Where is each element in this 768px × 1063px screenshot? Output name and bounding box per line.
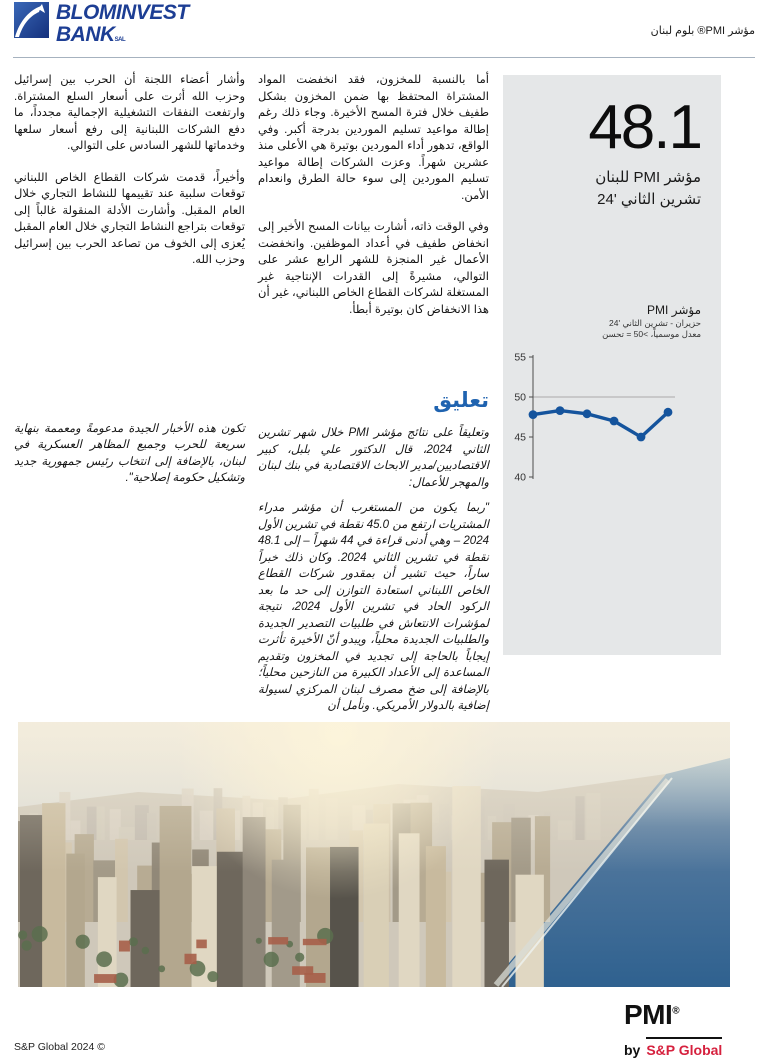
pmi-logo-word: PMI® <box>624 999 680 1030</box>
chart-title: مؤشر PMI <box>647 303 701 317</box>
beirut-cityscape-photo <box>18 722 730 987</box>
blominvest-logo-icon <box>14 2 49 38</box>
pmi-headline-label: مؤشر PMI للبنان تشرين الثاني '24 <box>595 169 701 208</box>
text-column-left <box>14 72 245 502</box>
svg-text:40: 40 <box>514 471 526 484</box>
svg-text:55: 55 <box>514 351 526 364</box>
header-divider <box>13 57 755 58</box>
pmi-line-chart-svg <box>503 345 681 497</box>
comment-intro: وتعليقاً على نتائج مؤشر PMI خلال شهر تشرين الثاني 2024، قال الدكتور علي بلبل، كبير الاقتصاديين/مدير الابحاث الاقتصادية في بنك لبنان والمهجر للأعمال: <box>258 427 490 489</box>
chart-subtitle: حزيران - تشرين الثاني '24 <box>608 318 701 328</box>
logo-text-line2: BANKSAL <box>56 23 126 46</box>
chart-note: معدل موسمياً، >50 = تحسن <box>602 328 701 339</box>
comment-quote-continued: تكون هذه الأخبار الجيدة مدعومةً ومعممة بنهاية سريعة للحرب وجميع المظاهر العسكرية في لبنان، بالإضافة إلى انتخاب رئيس جمهورية جديد وتشكيل حكومة إصلاحية". <box>14 422 245 484</box>
body-paragraph: أما بالنسبة للمخزون، فقد انخفضت المواد المشتراة المحتفظ بها ضمن المخزون بشكل طفيف خلال فترة المسح الأخيرة. وجاء ذلك رغم إطالة مواعيد تسليم الموردين بدرجة أكبر. وفي الواقع، تدهور أداء الموردين بوتيرة هي الأعلى منذ عشرين شهراً. وعزت الشركات إطالة مواعيد تسليم الموردين إلى سوء حالة الطرق وانعدام الأمن. <box>258 74 489 202</box>
logo-text-line1: BLOMINVEST <box>56 1 189 24</box>
comment-quote: "ربما يكون من المستغرب أن مؤشر مدراء المشتريات ارتفع من 45.0 نقطة في تشرين الأول 2024 – وهي أدنى قراءة في 44 شهراً – إلى 48.1 نقطة في تشرين الثاني 2024. وكان ذلك خبراً ساراً، حيث تشير أن بمقدور شركات القطاع الخاص اللبناني استعادة التوازن إلى حد ما بعد الركود الحاد في تشرين الأول 2024، نتيجة لمؤشرات الانتعاش في طلبيات التصدير الجديدة والطلبيات الجديدة محلياً، ويبدو أنّ الأخيرة تأثرت إيجاباً بالحاجة إلى تجديد في المخزون وتقديم المساعدة إلى الأعداد الكبيرة من النازحين محلياً؛ بالإضافة إلى ضخ مصرف لبنان المركزي لسيولة إضافية بالدولار الأمريكي. ونأمل أن <box>258 502 490 712</box>
chart-title-block <box>503 211 721 339</box>
body-paragraph: وفي الوقت ذاته، أشارت بيانات المسح الأخير إلى انخفاض طفيف في أعداد الموظفين. وانخفضت الأعمال غير المنجزة للشهر الرابع عشر على التوالي، مشيرةً إلى القدرات الإنتاجية غير المستغلة لشركات القطاع الخاص اللبناني، غير أن هذا الانخفاض كان بوتيرة أبطأ. <box>258 221 489 316</box>
pmi-headline-value: 48.1 <box>588 93 701 162</box>
registered-mark: ® <box>672 1005 680 1017</box>
comment-heading: تعليق <box>433 389 489 412</box>
sp-global-brand: S&P Global <box>646 1037 722 1058</box>
text-column-right <box>258 72 489 715</box>
pmi-by-label: by <box>624 1042 641 1058</box>
blominvest-logo <box>14 2 189 45</box>
logo-sal: SAL <box>114 37 126 43</box>
pmi-line-chart <box>503 345 693 502</box>
svg-text:45: 45 <box>514 431 526 444</box>
photo-haze <box>18 722 730 872</box>
pmi-sp-global-logo <box>624 1001 754 1058</box>
page-title: مؤشر PMI® بلوم لبنان <box>650 25 755 37</box>
body-paragraph: وأشار أعضاء اللجنة أن الحرب بين إسرائيل وحزب الله أثرت على أسعار السلع المشتراة. وارتفعت النفقات التشغيلية الإجمالية مجدداً، ما دفع الشركات اللبنانية إلى رفع أسعار سلعها وخدماتها للشهر السادس على التوالي. <box>14 74 245 152</box>
pmi-summary-panel <box>503 75 721 655</box>
body-paragraph: وأخيراً، قدمت شركات القطاع الخاص اللبناني توقعات سلبية عند تقييمها للنشاط التجاري خلال العام المقبل. وأشارت الأدلة المنقولة غالباً إلى توقعات بتراجع النشاط التجاري خلال العام المقبل يُعزى إلى الخوف من تصاعد الحرب بين إسرائيل وحزب الله. <box>14 171 245 266</box>
svg-text:50: 50 <box>514 391 526 404</box>
copyright-text: S&P Global 2024 © <box>14 1041 106 1053</box>
